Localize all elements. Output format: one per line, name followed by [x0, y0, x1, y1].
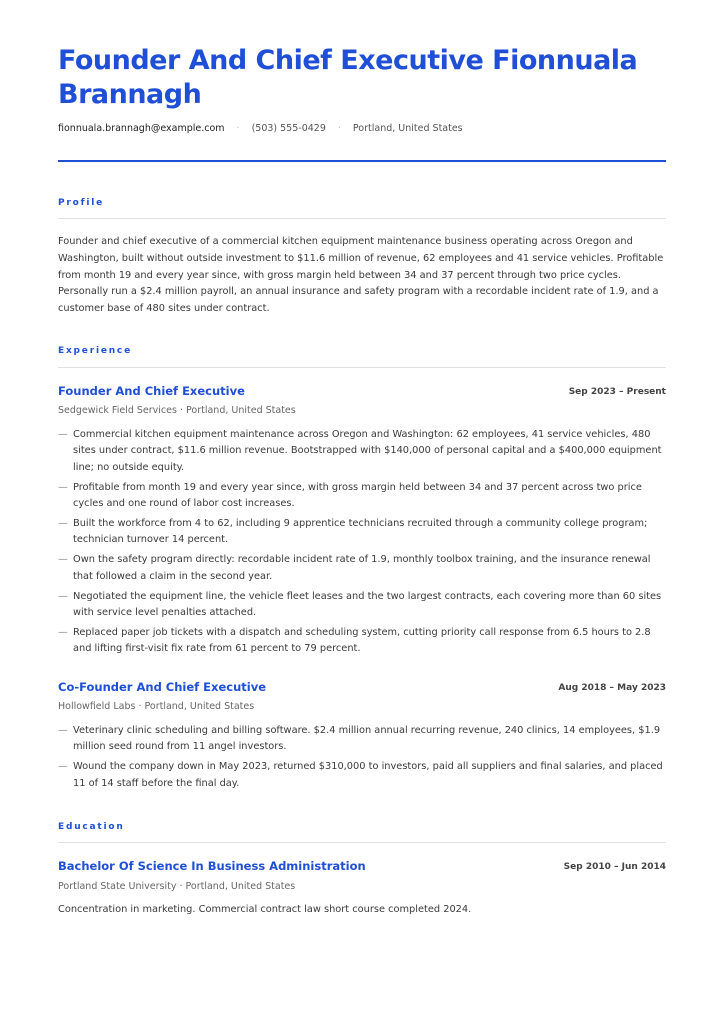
list-item: [58, 516, 666, 549]
list-item: [58, 589, 666, 622]
bullet-text: Commercial kitchen equipment maintenance across Oregon and Washington: 62 employees, 41 service vehicles, 480 sites under contract, $11.6 million revenue. Bootstrapped with $140,000 of personal capital and a $400,000 equipment line; no outside equity.: [73, 429, 662, 473]
job-dates: Sep 2023 – Present: [568, 387, 666, 397]
job-dates: Aug 2018 – May 2023: [558, 683, 666, 693]
degree-title: Bachelor Of Science In Business Administration: [58, 859, 366, 873]
job-bullet-list: [58, 427, 666, 661]
bullet-text: Negotiated the equipment line, the vehicle fleet leases and the two largest contracts, each covering more than 60 sites with service level penalties attached.: [73, 590, 662, 619]
list-item: [58, 625, 666, 658]
contact-line: [58, 122, 666, 136]
section-title-experience: Experience: [58, 346, 132, 356]
contact-email[interactable]: fionnuala.brannagh@example.com: [58, 123, 225, 134]
header-divider: [58, 160, 666, 162]
list-item: [58, 480, 666, 513]
section-divider: [58, 367, 666, 368]
bullet-text: Veterinary clinic scheduling and billing software. $2.4 million annual recurring revenue, 240 clinics, 14 employees, $1.9 million seed round from 11 angel investors.: [73, 725, 661, 753]
bullet-text: Wound the company down in May 2023, returned $310,000 to investors, paid all suppliers and final salaries, and placed 11 of 14 staff before the final day.: [73, 761, 663, 789]
bullet-dash: —: [58, 518, 68, 530]
contact-separator: ·: [236, 123, 240, 134]
list-item: [58, 427, 666, 476]
bullet-dash: —: [58, 761, 68, 773]
bullet-text: Replaced paper job tickets with a dispatch and scheduling system, cutting priority call response from 6.5 hours to 2.8 and lifting first-visit fix rate from 61 percent to 79 percent.: [73, 626, 651, 655]
bullet-dash: —: [58, 429, 68, 440]
candidate-name: Founder And Chief Executive Fionnuala Brannagh: [58, 45, 638, 110]
contact-phone[interactable]: (503) 555-0429: [251, 123, 326, 134]
education-note: Concentration in marketing. Commercial contract law short course completed 2024.: [58, 904, 472, 915]
section-divider: [58, 218, 666, 219]
contact-location: Portland, United States: [352, 123, 463, 134]
section-title-education: Education: [58, 822, 125, 832]
bullet-dash: —: [58, 725, 68, 736]
list-item: [58, 759, 666, 792]
list-item: [58, 552, 666, 585]
job-bullet-list: [58, 723, 666, 796]
profile-summary: Founder and chief executive of a commercial kitchen equipment maintenance business operating across Oregon and Washington, built without outside investment to $11.6 million of revenue, 62 employees and 41 service vehicles. Profitable from month 19 and every year since, with gross margin held between 34 and 37 percent through two price cycles. Personally run a $2.4 million payroll, an annual insurance and safety program with a recordable incident rate of 1.9, and a customer base of 480 sites under contract.: [58, 236, 664, 315]
section-title-profile: Profile: [58, 198, 105, 208]
contact-separator: ·: [337, 123, 341, 134]
bullet-text: Built the workforce from 4 to 62, including 9 apprentice technicians recruited through a community college program; technician turnover 14 percent.: [73, 518, 648, 546]
bullet-dash: —: [58, 590, 68, 602]
education-dates: Sep 2010 – Jun 2014: [563, 862, 666, 872]
bullet-dash: —: [58, 554, 68, 566]
job-title: Founder And Chief Executive: [58, 384, 245, 398]
job-organization: Sedgewick Field Services · Portland, United States: [58, 405, 296, 416]
bullet-dash: —: [58, 626, 68, 638]
bullet-dash: —: [58, 481, 68, 493]
education-school: Portland State University · Portland, United States: [58, 881, 296, 892]
section-divider: [58, 842, 666, 843]
job-organization: Hollowfield Labs · Portland, United States: [58, 701, 255, 712]
bullet-text: Own the safety program directly: recordable incident rate of 1.9, monthly toolbox training, and the insurance renewal that followed a claim in the second year.: [73, 554, 651, 582]
bullet-text: Profitable from month 19 and every year since, with gross margin held between 34 and 37 percent across two price cycles and one round of labor cost increases.: [73, 481, 642, 510]
job-title: Co-Founder And Chief Executive: [58, 680, 266, 694]
list-item: [58, 723, 666, 756]
